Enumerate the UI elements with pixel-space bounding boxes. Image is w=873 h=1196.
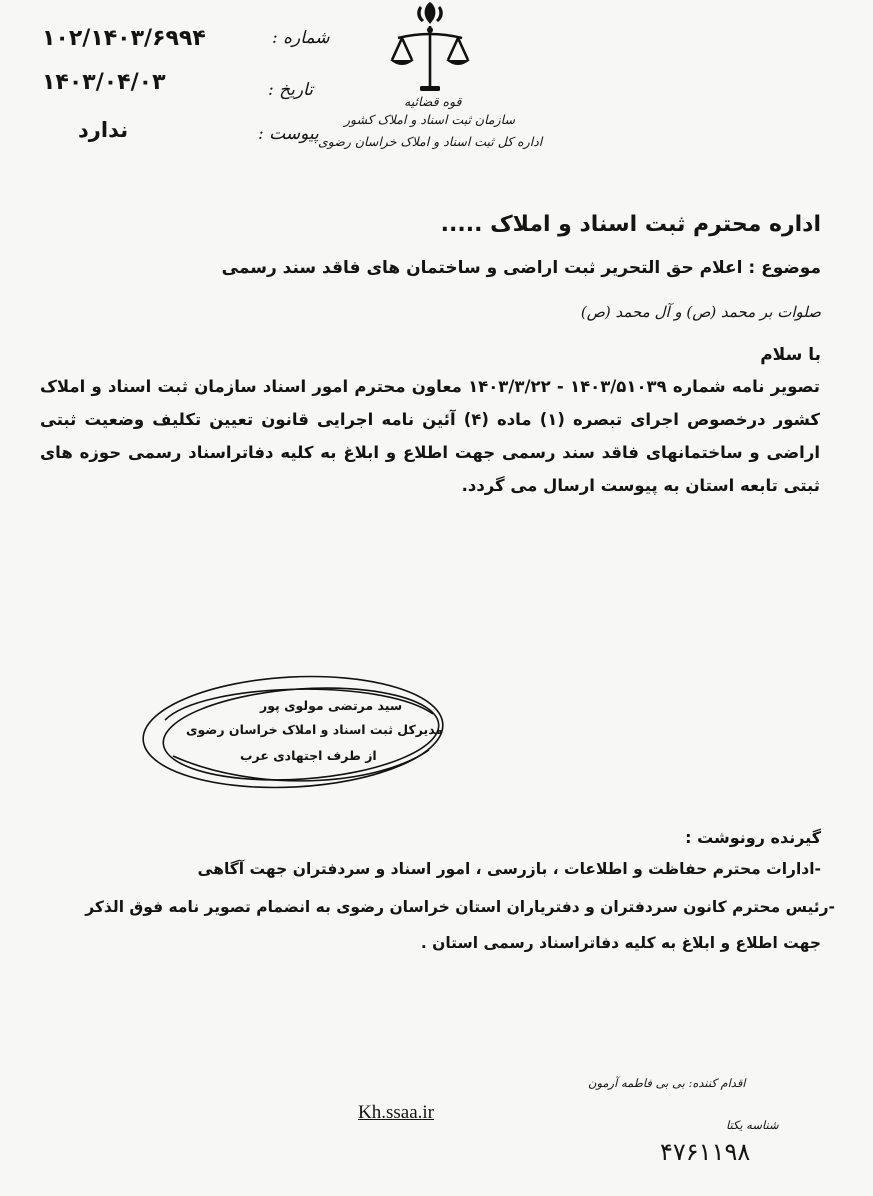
letter-addressee: اداره محترم ثبت اسناد و املاک .....: [440, 212, 821, 237]
letter-number-label: شماره :: [272, 28, 330, 48]
judiciary-emblem-icon: [380, 0, 480, 100]
cc-line-3: جهت اطلاع و ابلاغ به کلیه دفاتراسناد رسمی استان .: [420, 934, 821, 952]
letter-date-value: ۱۴۰۳/۰۴/۰۳: [42, 70, 166, 95]
website-link[interactable]: Kh.ssaa.ir: [358, 1102, 434, 1123]
letter-body: تصویر نامه شماره ۱۴۰۳/۵۱۰۳۹ - ۱۴۰۳/۳/۲۲ معاون محترم امور اسناد سازمان ثبت اسناد و املاک کشور درخصوص اجرای تبصره (۱) ماده (۴) آئین نامه اجرایی قانون تعیین تکلیف وضعیت ثبتی اراضی و ساختمانهای فاقد سند رسمی جهت اطلاع و ابلاغ به کلیه دفاتراسناد رسمی حوزه های ثبتی تابعه استان به پیوست ارسال می گردد.: [40, 377, 820, 495]
signatory-name: سید مرتضی مولوی پور: [260, 698, 403, 713]
org-registry: سازمان ثبت اسناد و املاک کشور: [344, 112, 515, 127]
signatory-title: مدیرکل ثبت اسناد و املاک خراسان رضوی: [186, 722, 444, 737]
action-by: اقدام کننده: بی بی فاطمه آرمون: [588, 1076, 746, 1090]
org-judiciary: قوه قضائیه: [404, 94, 462, 109]
letter-attachment-value: ندارد: [78, 118, 129, 142]
cc-heading: گیرنده رونوشت :: [685, 828, 821, 847]
tracking-code: ۴۷۶۱۱۹۸: [660, 1138, 751, 1166]
tracking-label: شناسه یکتا: [726, 1118, 779, 1132]
cc-line-1: -ادارات محترم حفاظت و اطلاعات ، بازرسی ، امور اسناد و سردفتران جهت آگاهی: [197, 860, 821, 878]
letter-salawat: صلوات بر محمد (ص) و آل محمد (ص): [580, 303, 821, 321]
letter-attachment-label: پیوست :: [258, 124, 319, 144]
letter-number-value: ۱۰۲/۱۴۰۳/۶۹۹۴: [42, 26, 206, 51]
signatory-on-behalf: از طرف اجتهادی عرب: [240, 748, 377, 763]
letter-date-label: تاریخ :: [268, 80, 313, 100]
letter-subject: موضوع : اعلام حق التحریر ثبت اراضی و ساختمان های فاقد سند رسمی: [221, 258, 821, 278]
org-province: اداره کل ثبت اسناد و املاک خراسان رضوی: [318, 134, 543, 149]
letter-greeting: با سلام: [760, 345, 821, 365]
cc-line-2: -رئیس محترم کانون سردفتران و دفتریاران استان خراسان رضوی به انضمام تصویر نامه فوق الذکر: [85, 898, 835, 916]
